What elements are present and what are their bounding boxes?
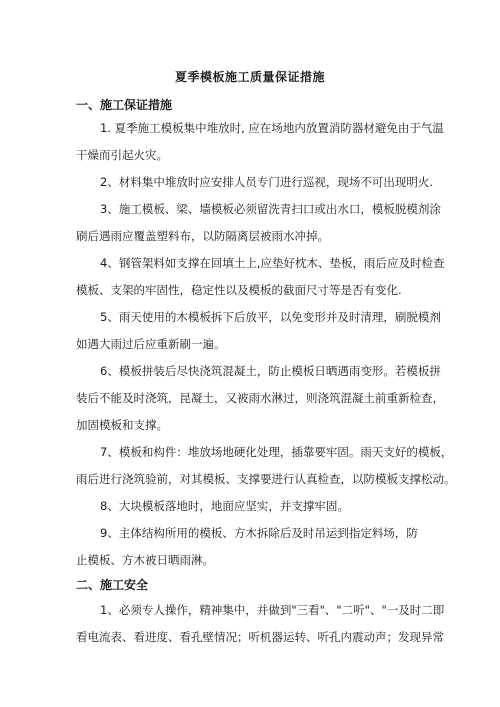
paragraph-line: 干燥而引起火灾。	[76, 148, 168, 162]
paragraph-line: 4、钢管架料如支撑在回填土上,应垫好枕木、垫板，雨后应及时检查	[100, 256, 445, 270]
paragraph-line: 6、模板拼装后尽快浇筑混凝土，防止模板日晒遇雨变形。若模板拼	[100, 364, 441, 378]
paragraph-line: 8、大块模板落地时，地面应坚实，并支撑牢固。	[100, 499, 349, 513]
paragraph-line: 刷后遇雨应覆盖塑料布，以防隔离层被雨水冲掉。	[76, 229, 329, 243]
paragraph-line: 3、施工模板、梁、墙模板必须留洗青扫口或出水口，模板脱模剂涂	[100, 202, 441, 216]
paragraph-line: 看电流表、看进度、看孔壁情况；听机器运转、听孔内震动声；发现异常	[76, 630, 444, 644]
section-heading-construction-safety: 二、施工安全	[76, 578, 149, 592]
paragraph-line: 雨后进行浇筑验前，对其模板、支撑要进行认真检查，以防模板支撑松动。	[76, 472, 456, 486]
paragraph-line: 7、模板和构件：堆放场地硬化处理，插靠要牢固。雨天支好的模板，	[100, 445, 453, 459]
paragraph-line: 如遇大雨过后应重新刷一遍。	[76, 337, 226, 351]
paragraph-line: 1、必须专人操作，精神集中，并做到"三看"、"二听"、"一及时二即	[100, 603, 445, 617]
document-title: 夏季模板施工质量保证措施	[174, 70, 325, 84]
paragraph-line: 装后不能及时浇筑，昆凝土，又被雨水淋过，则浇筑混凝土前重新检查，	[76, 391, 444, 405]
paragraph-line: 止模板、方木被日晒雨淋。	[76, 553, 214, 567]
paragraph-line: 2、材料集中堆放时应安排人员专门进行巡视，现场不可出现明火.	[100, 175, 433, 189]
paragraph-line: 9、主体结构所用的模板、方木拆除后及时吊运到指定料场，防	[100, 526, 418, 540]
paragraph-line: 5、雨天使用的木模板拆下后放平，以免变形并及时清理，刷脱模剂	[100, 310, 441, 324]
paragraph-line: 1. 夏季施工模板集中堆放时, 应在场地内放置消防器材避免由于气温	[100, 121, 444, 135]
section-heading-construction-measures: 一、施工保证措施	[76, 98, 173, 112]
paragraph-line: 模板、支架的牢固性，稳定性以及模板的截面尺寸等是否有变化.	[76, 283, 402, 297]
paragraph-line: 加固模板和支撑。	[76, 418, 168, 432]
